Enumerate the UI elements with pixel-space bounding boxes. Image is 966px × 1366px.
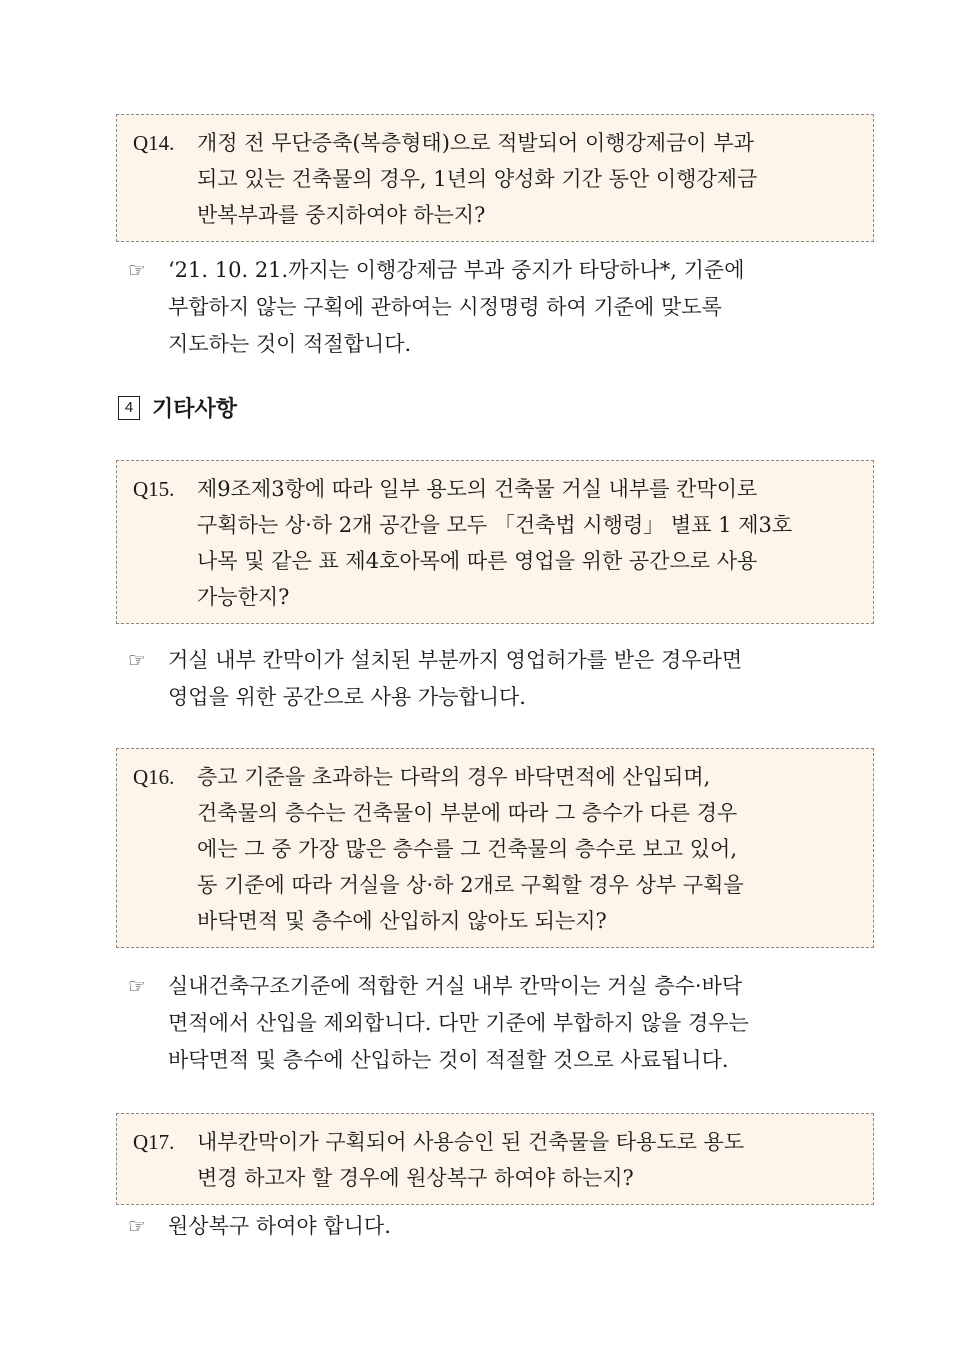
question-text-line: 동 기준에 따라 거실을 상·하 2개로 구획할 경우 상부 구획을	[197, 873, 744, 897]
question-text-line: 에는 그 중 가장 많은 층수를 그 건축물의 층수로 보고 있어,	[197, 837, 738, 861]
question-box-q14	[116, 114, 874, 242]
pointing-hand-icon: ☞	[128, 974, 146, 998]
question-label: Q15.	[133, 477, 175, 501]
question-box-q16	[116, 748, 874, 948]
question-text-line: 바닥면적 및 층수에 산입하지 않아도 되는지?	[197, 909, 607, 933]
answer-text-line: 원상복구 하여야 합니다.	[168, 1214, 391, 1238]
answer-text-line: 바닥면적 및 층수에 산입하는 것이 적절할 것으로 사료됩니다.	[168, 1048, 729, 1072]
answer-text-line: ‘21. 10. 21.까지는 이행강제금 부과 중지가 타당하나*, 기준에	[168, 258, 745, 282]
answer-text-line: 지도하는 것이 적절합니다.	[168, 332, 412, 356]
answer-text-line: 부합하지 않는 구획에 관하여는 시정명령 하여 기준에 맞도록	[168, 295, 722, 319]
answer-block-a15	[128, 642, 874, 716]
question-text-line: 변경 하고자 할 경우에 원상복구 하여야 하는지?	[197, 1166, 634, 1190]
pointing-hand-icon: ☞	[128, 1214, 146, 1238]
question-label: Q16.	[133, 765, 175, 789]
answer-text-line: 실내건축구조기준에 적합한 거실 내부 칸막이는 거실 층수·바닥	[168, 974, 743, 998]
question-text-line: 건축물의 층수는 건축물이 부분에 따라 그 층수가 다른 경우	[197, 801, 738, 825]
section-heading	[118, 392, 237, 423]
question-text-line: 가능한지?	[197, 585, 290, 609]
answer-block-a16	[128, 968, 874, 1079]
section-title: 기타사항	[152, 397, 238, 422]
section-number: 4	[118, 396, 140, 420]
pointing-hand-icon: ☞	[128, 258, 146, 282]
question-text-line: 제9조제3항에 따라 일부 용도의 건축물 거실 내부를 칸막이로	[197, 477, 758, 501]
question-text-line: 층고 기준을 초과하는 다락의 경우 바닥면적에 산입되며,	[197, 765, 711, 789]
answer-text-line: 면적에서 산입을 제외합니다. 다만 기준에 부합하지 않을 경우는	[168, 1011, 749, 1035]
question-label: Q17.	[133, 1130, 175, 1154]
question-label: Q14.	[133, 131, 175, 155]
question-box-q15	[116, 460, 874, 624]
answer-text-line: 영업을 위한 공간으로 사용 가능합니다.	[168, 685, 526, 709]
question-box-q17	[116, 1113, 874, 1205]
question-text-line: 나목 및 같은 표 제4호아목에 따른 영업을 위한 공간으로 사용	[197, 549, 758, 573]
question-text-line: 개정 전 무단증축(복층형태)으로 적발되어 이행강제금이 부과	[197, 131, 754, 155]
answer-text-line: 거실 내부 칸막이가 설치된 부분까지 영업허가를 받은 경우라면	[168, 648, 743, 672]
answer-block-a17	[128, 1208, 874, 1245]
pointing-hand-icon: ☞	[128, 648, 146, 672]
question-text-line: 반복부과를 중지하여야 하는지?	[197, 203, 486, 227]
question-text-line: 구획하는 상·하 2개 공간을 모두 「건축법 시행령」 별표 1 제3호	[197, 513, 793, 537]
question-text-line: 내부칸막이가 구획되어 사용승인 된 건축물을 타용도로 용도	[197, 1130, 745, 1154]
question-text-line: 되고 있는 건축물의 경우, 1년의 양성화 기간 동안 이행강제금	[197, 167, 758, 191]
answer-block-a14	[128, 252, 874, 363]
